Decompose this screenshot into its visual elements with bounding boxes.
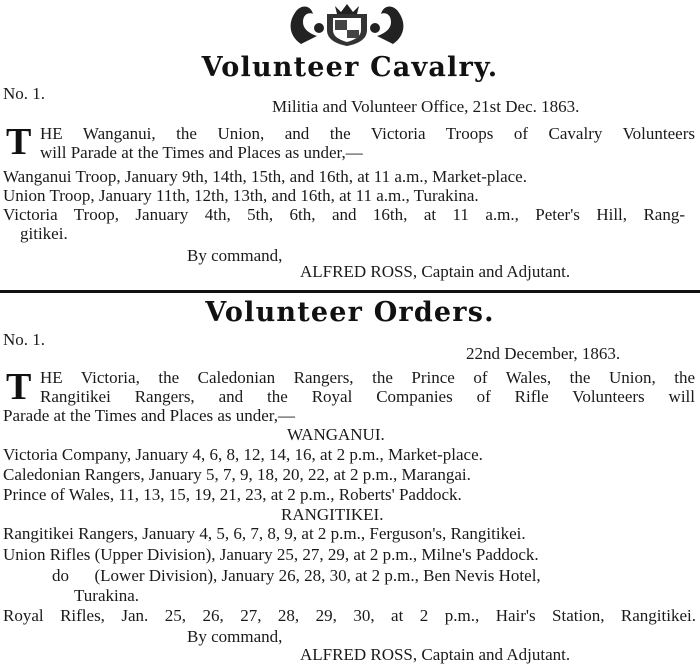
orders-signature: ALFRED ROSS, Captain and Adjutant. [300, 645, 571, 664]
orders-intro-line1: HE Victoria, the Caledonian Rangers, the Prince of Wales, the Union, the [40, 368, 695, 387]
rangitikei-entry: Turakina. [74, 586, 140, 605]
orders-title: Volunteer Orders. [205, 297, 495, 328]
cavalry-signature: ALFRED ROSS, Captain and Adjutant. [300, 262, 571, 281]
section-divider [0, 290, 700, 293]
cavalry-entry: Wanganui Troop, January 9th, 14th, 15th, and 16th, at 11 a.m., Market-place. [3, 167, 527, 186]
cavalry-entry: Victoria Troop, January 4th, 5th, 6th, and 16th, at 11 a.m., Peter's Hill, Rang- [3, 205, 685, 224]
rangitikei-entry: do (Lower Division), January 26, 28, 30, at 2 p.m., Ben Nevis Hotel, [52, 566, 541, 585]
orders-date-line: 22nd December, 1863. [466, 344, 621, 363]
orders-dropcap: T [6, 366, 32, 408]
rangitikei-entry: Royal Rifles, Jan. 25, 26, 27, 28, 29, 30, at 2 p.m., Hair's Station, Rangitikei. [3, 606, 696, 625]
orders-intro-line2: Rangitikei Rangers, and the Royal Companies of Rifle Volunteers will [40, 387, 695, 406]
section-heading-rangitikei: RANGITIKEI. [281, 505, 384, 524]
section-heading-wanganui: WANGANUI. [287, 425, 385, 444]
cavalry-office-line: Militia and Volunteer Office, 21st Dec. 1863. [272, 97, 580, 116]
orders-by-command: By command, [187, 627, 283, 646]
wanganui-entry: Victoria Company, January 4, 6, 8, 12, 14, 16, at 2 p.m., Market-place. [3, 445, 483, 464]
rangitikei-entry: Rangitikei Rangers, January 4, 5, 6, 7, 8, 9, at 2 p.m., Ferguson's, Rangitikei. [3, 524, 526, 543]
cavalry-title: Volunteer Cavalry. [201, 52, 499, 83]
wanganui-entry: Caledonian Rangers, January 5, 7, 9, 18, 20, 22, at 2 p.m., Marangai. [3, 465, 471, 484]
wanganui-entry: Prince of Wales, 11, 13, 15, 19, 21, 23, at 2 p.m., Roberts' Paddock. [3, 485, 462, 504]
cavalry-entry: Union Troop, January 11th, 12th, 13th, and 16th, at 11 a.m., Turakina. [3, 186, 479, 205]
royal-coat-of-arms-icon [283, 0, 411, 46]
cavalry-intro-line2: will Parade at the Times and Places as under,— [40, 143, 363, 162]
cavalry-dropcap: T [6, 121, 32, 163]
cavalry-by-command: By command, [187, 246, 283, 265]
cavalry-number: No. 1. [3, 84, 46, 103]
orders-number: No. 1. [3, 330, 46, 349]
orders-intro-line3: Parade at the Times and Places as under,— [3, 406, 296, 425]
rangitikei-entry: Union Rifles (Upper Division), January 25, 27, 29, at 2 p.m., Milne's Paddock. [3, 545, 539, 564]
cavalry-intro-line1: HE Wanganui, the Union, and the Victoria Troops of Cavalry Volunteers [40, 124, 695, 143]
cavalry-entry: gitikei. [20, 224, 68, 243]
